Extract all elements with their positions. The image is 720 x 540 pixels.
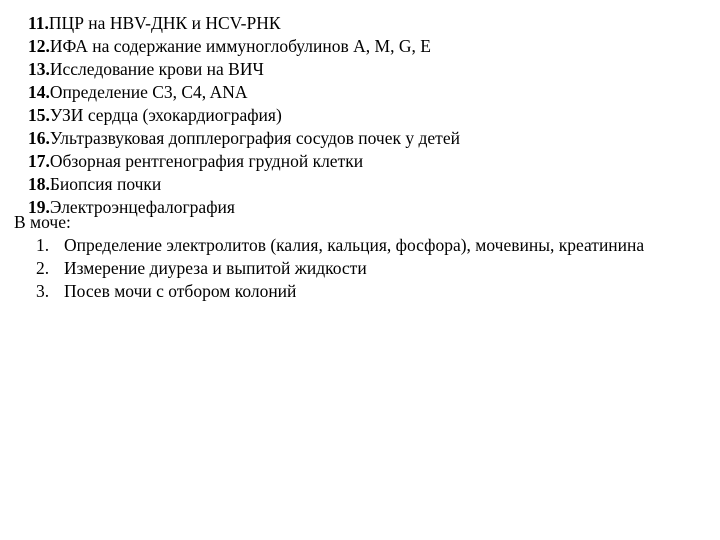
list-item [28, 12, 708, 35]
urine-list-item [36, 234, 700, 257]
item-text: Ультразвуковая допплерография сосудов почек у детей [49, 128, 460, 148]
list-item [28, 104, 708, 127]
item-number: 11. [28, 13, 49, 33]
list-item [28, 196, 708, 219]
item-number: 16. [28, 128, 50, 148]
urine-list [36, 234, 700, 303]
list-item [28, 81, 708, 104]
urine-list-item [36, 280, 700, 303]
list-item [28, 150, 708, 173]
item-text: Электроэнцефалография [49, 197, 235, 217]
item-number: 14. [28, 82, 50, 102]
item-number: 2. [36, 258, 50, 278]
list-item [28, 35, 708, 58]
item-number: 1. [36, 235, 50, 255]
list-item [28, 58, 708, 81]
item-text: Определение электролитов (калия, кальция, фосфора), мочевины, креатинина [64, 235, 645, 255]
item-text: ПЦР на HBV-ДНК и HCV-РНК [48, 13, 281, 33]
item-number: 15. [28, 105, 50, 125]
item-number: 13. [28, 59, 50, 79]
item-number: 3. [36, 281, 50, 301]
item-text: Измерение диуреза и выпитой жидкости [64, 258, 367, 278]
item-text: Обзорная рентгенография грудной клетки [49, 151, 364, 171]
item-number: 17. [28, 151, 50, 171]
item-text: УЗИ сердца (эхокардиография) [49, 105, 282, 125]
item-text: ИФА на содержание иммуноглобулинов A, M, G, E [49, 36, 431, 56]
item-text: Определение C3, C4, ANA [49, 82, 248, 102]
item-text: Биопсия почки [49, 174, 162, 194]
item-text: Посев мочи с отбором колоний [64, 281, 297, 301]
urine-section-heading: В моче: [14, 212, 71, 232]
item-number: 19. [28, 197, 50, 217]
item-number: 18. [28, 174, 50, 194]
item-text: Исследование крови на ВИЧ [49, 59, 264, 79]
examination-list [28, 12, 708, 219]
urine-list-item [36, 257, 700, 280]
list-item [28, 127, 708, 150]
list-item [28, 173, 708, 196]
item-number: 12. [28, 36, 50, 56]
